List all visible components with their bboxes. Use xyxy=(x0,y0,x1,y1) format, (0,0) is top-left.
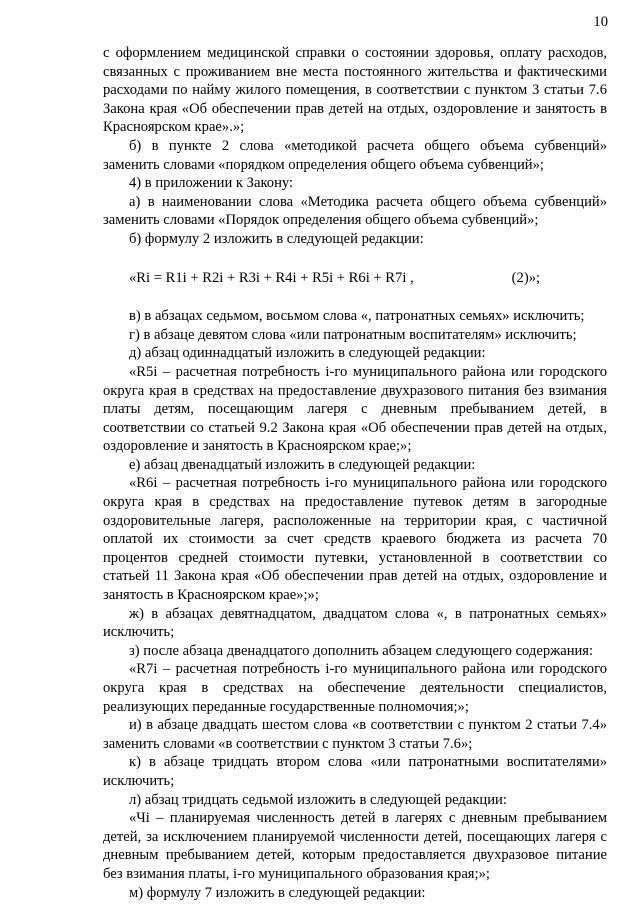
paragraph-e: е) абзац двенадцатый изложить в следующей редакции: xyxy=(129,456,476,473)
paragraph-a-title: а) в наименовании слова «Методика расчета общего объема субвенций» заменить словами «Порядок определения общего объема субвенций»; xyxy=(103,193,607,229)
paragraph-b-point-2: б) в пункте 2 слова «методикой расчета общего объема субвенций» заменить словами «порядком определения общего объема субвенций»; xyxy=(103,137,607,173)
paragraph-r7i: «R7i – расчетная потребность i-го муниципального района или городского округа края в средствах на обеспечение деятельности специалистов, реализующих переданные государственные полномочия;»; xyxy=(103,661,607,715)
paragraph-item-4: 4) в приложении к Закону: xyxy=(129,175,294,192)
paragraph-k: к) в абзаце тридцать втором слова «или патронатными воспитателями» исключить; xyxy=(103,754,607,789)
paragraph-m: м) формулу 7 изложить в следующей редакции: xyxy=(129,884,426,901)
paragraph-v: в) в абзацах седьмом, восьмом слова «, патронатных семьях» исключить; xyxy=(129,308,585,325)
paragraph-g: г) в абзаце девятом слова «или патронатным воспитателям» исключить; xyxy=(129,326,577,343)
paragraph-b-formula-2: б) формулу 2 изложить в следующей редакции: xyxy=(129,230,424,247)
page-number: 10 xyxy=(593,14,608,30)
paragraph-continuation: с оформлением медицинской справки о состоянии здоровья, оплату расходов, связанных с проживанием вне места постоянного жительства и фактическими расходами по найму жилого помещения, в соответствии с пунктом 3 статьи 7.6 Закона края «Об обеспечении прав детей на отдых, оздоровление и занятость в Красноярском крае».»; xyxy=(103,45,607,136)
paragraph-r6i: «R6i – расчетная потребность i-го муниципального района или городского округа края в средствах на предоставление путевок детям в загородные оздоровительные лагеря, расположенные на территории края, с частичной оплатой их стоимости за счет средств краевого бюджета из расчета 70 процентов средней стоимости путевки, установленной в соответствии со статьей 11 Закона края «Об обеспечении прав детей на отдых, оздоровление и занятость в Красноярском крае»;»; xyxy=(103,475,607,604)
paragraph-d: д) абзац одиннадцатый изложить в следующей редакции: xyxy=(129,345,486,362)
paragraph-i: и) в абзаце двадцать шестом слова «в соответствии с пунктом 2 статьи 7.4» заменить словами «в соответствии с пунктом 3 статьи 7.6»; xyxy=(103,717,607,752)
formula-2-number: (2)»; xyxy=(511,269,541,286)
paragraph-l: л) абзац тридцать седьмой изложить в следующей редакции: xyxy=(129,791,507,808)
paragraph-r5i: «R5i – расчетная потребность i-го муниципального района или городского округа края в средствах на предоставление двухразового питания без взимания платы детям, посещающим лагеря с дневным пребыванием детей, в соответствии со статьей 9.2 Закона края «Об обеспечении прав детей на отдых, оздоровление и занятость в Красноярском крае;»; xyxy=(103,363,607,455)
formula-2 xyxy=(103,269,607,288)
formula-2-expression: «Ri = R1i + R2i + R3i + R4i + R5i + R6i + R7i , xyxy=(129,269,414,286)
paragraph-z: з) после абзаца двенадцатого дополнить абзацем следующего содержания: xyxy=(129,642,594,659)
paragraph-chi: «Чi – планируемая численность детей в лагерях с дневным пребыванием детей, за исключением планируемой численности детей, посещающих лагеря с дневным пребыванием детей, которым предоставляется двухразовое питание без взимания платы, i-го муниципального образования края;»; xyxy=(103,810,607,882)
paragraph-zh: ж) в абзацах девятнадцатом, двадцатом слова «, в патронатных семьях» исключить; xyxy=(103,605,607,641)
